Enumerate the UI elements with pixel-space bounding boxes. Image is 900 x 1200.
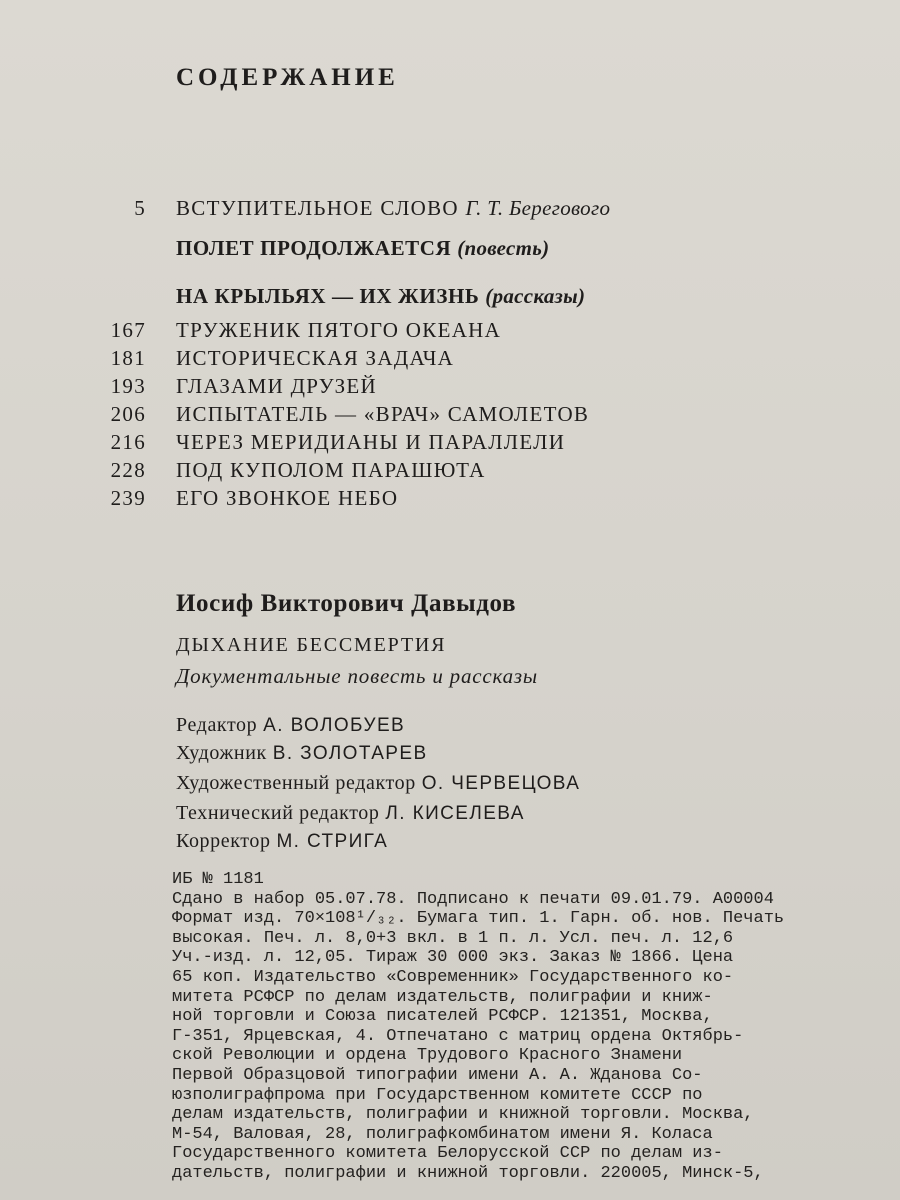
toc-page-number: 228: [110, 458, 146, 482]
credit-role: Корректор: [176, 830, 271, 852]
imprint-line: Уч.-изд. л. 12,05. Тираж 30 000 экз. Заказ № 1866. Цена: [172, 948, 734, 968]
toc-title: ИСТОРИЧЕСКАЯ ЗАДАЧА: [176, 346, 455, 370]
imprint-line: ной торговли и Союза писателей РСФСР. 121351, Москва,: [172, 1007, 713, 1027]
book-title: ДЫХАНИЕ БЕССМЕРТИЯ: [176, 634, 447, 656]
toc-title: ПОЛЕТ ПРОДОЛЖАЕТСЯ (повесть): [176, 236, 550, 260]
credit-line: [176, 772, 580, 795]
imprint-line: Первой Образцовой типографии имени А. А. Жданова Со-: [172, 1065, 703, 1085]
toc-title: ПОД КУПОЛОМ ПАРАШЮТА: [176, 458, 486, 482]
credit-name: О. ЧЕРВЕЦОВА: [421, 773, 581, 794]
credit-line: [176, 714, 405, 737]
credit-name: В. ЗОЛОТАРЕВ: [272, 743, 428, 764]
credit-line: [176, 830, 388, 853]
credit-name: М. СТРИГА: [276, 831, 389, 852]
toc-title: НА КРЫЛЬЯХ — ИХ ЖИЗНЬ (рассказы): [176, 284, 586, 308]
credit-role: Художник: [176, 742, 267, 764]
imprint-line: юзполиграфпрома при Государственном комитете СССР по: [172, 1085, 703, 1105]
toc-title: ТРУЖЕНИК ПЯТОГО ОКЕАНА: [176, 318, 502, 342]
book-subtitle: Документальные повесть и рассказы: [176, 664, 538, 688]
toc-title: ЧЕРЕЗ МЕРИДИАНЫ И ПАРАЛЛЕЛИ: [176, 430, 566, 454]
imprint-line: 65 коп. Издательство «Современник» Государственного ко-: [172, 967, 734, 987]
credit-name: Л. КИСЕЛЕВА: [385, 803, 525, 824]
toc-title: ЕГО ЗВОНКОЕ НЕБО: [176, 486, 399, 510]
toc-title: ИСПЫТАТЕЛЬ — «ВРАЧ» САМОЛЕТОВ: [176, 402, 590, 426]
toc-page-number: 181: [110, 346, 146, 370]
imprint-block: [172, 870, 898, 1184]
imprint-line: Формат изд. 70×108¹/₃₂. Бумага тип. 1. Гарн. об. нов. Печать: [172, 909, 785, 929]
credit-line: [176, 802, 525, 825]
imprint-line: Государственного комитета Белорусской ССР по делам из-: [172, 1144, 723, 1164]
toc-note: Г. Т. Берегового: [465, 196, 611, 220]
toc-page-number: 216: [110, 430, 146, 454]
imprint-line: ской Революции и ордена Трудового Красного Знамени: [172, 1046, 683, 1066]
contents-heading: СОДЕРЖАНИЕ: [176, 64, 399, 91]
imprint-line: ИБ № 1181: [172, 870, 264, 889]
imprint-line: митета РСФСР по делам издательств, полиграфии и книж-: [172, 987, 713, 1007]
credit-line: [176, 742, 428, 765]
imprint-line: делам издательств, полиграфии и книжной торговли. Москва,: [172, 1105, 754, 1125]
author-name: Иосиф Викторович Давыдов: [176, 590, 517, 617]
imprint-line: Сдано в набор 05.07.78. Подписано к печати 09.01.79. А00004: [172, 889, 774, 909]
credit-name: А. ВОЛОБУЕВ: [263, 715, 406, 736]
toc-page-number: 239: [110, 486, 146, 510]
credit-role: Технический редактор: [176, 802, 380, 824]
toc-note: (рассказы): [485, 284, 586, 308]
imprint-line: высокая. Печ. л. 8,0+3 вкл. в 1 п. л. Усл. печ. л. 12,6: [172, 928, 734, 948]
toc-note: (повесть): [457, 236, 550, 260]
toc-page-number: 206: [110, 402, 146, 426]
credit-role: Редактор: [176, 714, 258, 736]
toc-page-number: 167: [110, 318, 146, 342]
imprint-line: Г-351, Ярцевская, 4. Отпечатано с матриц ордена Октябрь-: [172, 1026, 744, 1046]
toc-title: ВСТУПИТЕЛЬНОЕ СЛОВО Г. Т. Берегового: [176, 196, 611, 220]
imprint-line: дательств, полиграфии и книжной торговли. 220005, Минск-5,: [172, 1163, 764, 1183]
imprint-line: М-54, Валовая, 28, полиграфкомбинатом имени Я. Коласа: [172, 1124, 713, 1144]
credit-role: Художественный редактор: [176, 772, 416, 794]
toc-page-number: 5: [134, 196, 146, 220]
toc-title: ГЛАЗАМИ ДРУЗЕЙ: [176, 374, 378, 398]
toc-page-number: 193: [110, 374, 146, 398]
